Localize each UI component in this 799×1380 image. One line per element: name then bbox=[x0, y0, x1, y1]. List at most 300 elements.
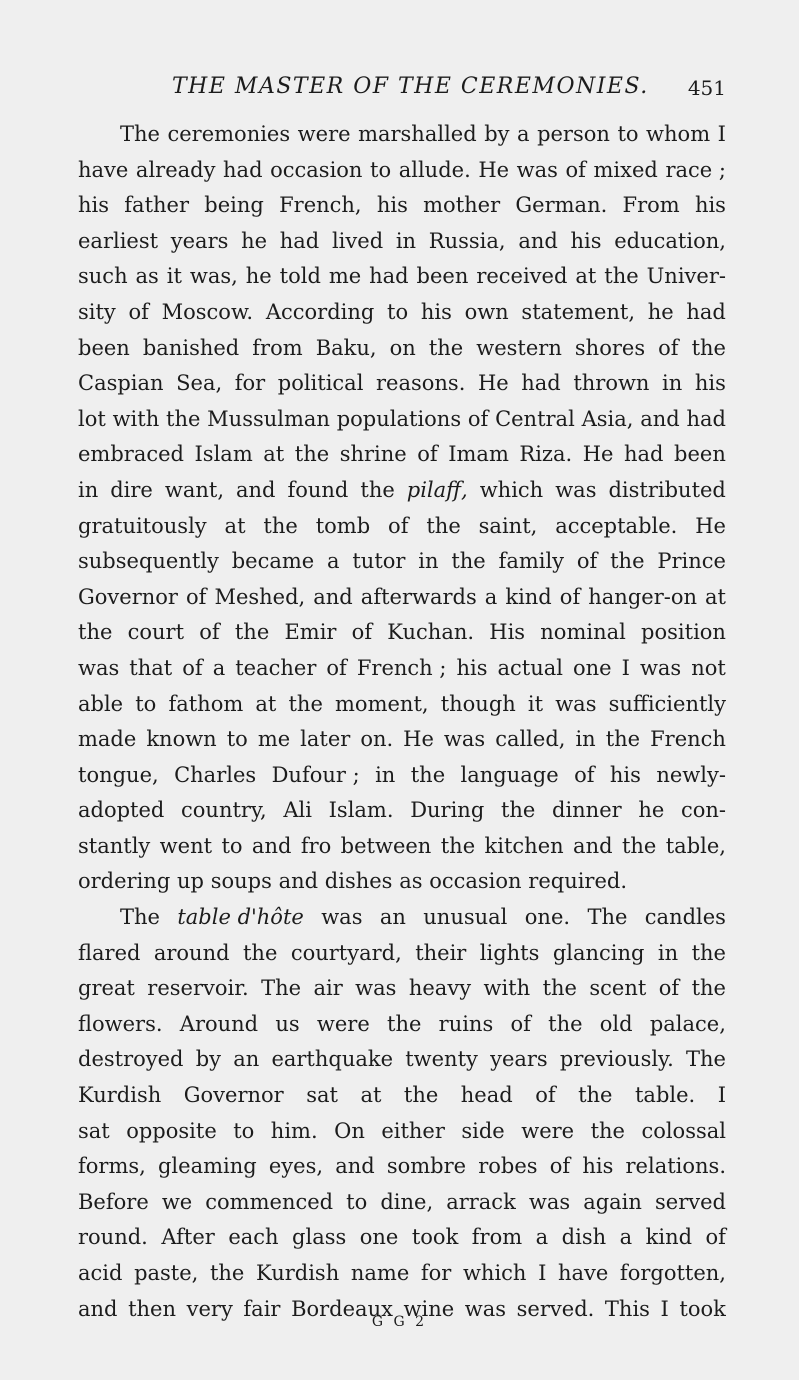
word: whom bbox=[646, 122, 711, 146]
word: kind bbox=[645, 1225, 693, 1250]
word: an bbox=[379, 905, 406, 930]
word: flared bbox=[78, 940, 141, 965]
word: was bbox=[464, 1296, 507, 1321]
word: in bbox=[418, 549, 439, 574]
word: in bbox=[395, 228, 417, 253]
word: Kuchan. bbox=[387, 620, 475, 645]
word: were bbox=[521, 1118, 575, 1143]
word: earthquake bbox=[271, 1047, 394, 1072]
word: his bbox=[376, 193, 408, 218]
word: to bbox=[387, 299, 409, 324]
text-line bbox=[78, 793, 726, 829]
word: reasons. bbox=[375, 371, 466, 396]
word: of bbox=[128, 299, 149, 324]
word: received bbox=[476, 264, 568, 289]
word: his bbox=[694, 193, 726, 218]
word: glass bbox=[292, 1225, 347, 1250]
word: and bbox=[278, 869, 319, 894]
word: occasion bbox=[429, 869, 522, 894]
word: served bbox=[655, 1189, 726, 1214]
word: of bbox=[574, 762, 595, 787]
text-line bbox=[78, 544, 726, 580]
word: were bbox=[316, 1011, 370, 1036]
text-line bbox=[78, 402, 726, 438]
word: Baku, bbox=[315, 335, 377, 360]
word: sombre bbox=[386, 1154, 467, 1179]
word: Governor bbox=[78, 584, 178, 609]
word: Before bbox=[78, 1189, 149, 1214]
text-line bbox=[78, 580, 726, 616]
text-line bbox=[78, 971, 726, 1007]
word: told bbox=[279, 264, 321, 289]
word: scent bbox=[589, 976, 647, 1001]
word: it bbox=[527, 691, 544, 716]
word: ruins bbox=[438, 1011, 494, 1036]
word: in bbox=[575, 727, 596, 752]
word: around bbox=[153, 940, 230, 965]
word: was bbox=[78, 655, 120, 680]
word: shrine bbox=[339, 442, 407, 467]
word: father bbox=[124, 193, 190, 218]
word: been bbox=[78, 335, 130, 360]
word: forgotten, bbox=[619, 1261, 726, 1285]
word: on. bbox=[360, 727, 394, 752]
word: marshalled bbox=[358, 122, 477, 146]
word: the bbox=[621, 833, 657, 858]
word: saint, bbox=[478, 513, 538, 538]
word: for bbox=[234, 371, 266, 396]
word: flowers. bbox=[78, 1011, 163, 1036]
word: German. bbox=[515, 193, 608, 218]
word: family bbox=[498, 549, 565, 574]
word: that bbox=[129, 655, 173, 680]
word: found bbox=[287, 477, 349, 502]
word: such bbox=[78, 264, 128, 289]
word: by bbox=[484, 122, 510, 146]
word: his bbox=[694, 371, 726, 396]
word: I bbox=[717, 1083, 726, 1108]
word: been bbox=[416, 264, 469, 289]
word: education, bbox=[614, 228, 726, 253]
signature-mark: G G 2 bbox=[371, 1314, 428, 1330]
word: Governor bbox=[183, 1083, 284, 1108]
word: each bbox=[228, 1225, 279, 1250]
word: the bbox=[78, 620, 113, 645]
word: The bbox=[587, 905, 628, 930]
word: called, bbox=[495, 727, 566, 752]
word: which bbox=[462, 1261, 527, 1285]
word: the bbox=[500, 798, 536, 823]
word: a bbox=[484, 584, 498, 609]
word: sat bbox=[78, 1118, 110, 1143]
word: of bbox=[351, 620, 373, 645]
word: the bbox=[403, 1083, 439, 1108]
word: Dufour ; bbox=[271, 762, 360, 787]
word: ordering bbox=[78, 869, 171, 894]
word: which bbox=[479, 477, 544, 502]
word: in bbox=[662, 371, 683, 396]
word: a bbox=[517, 122, 530, 146]
word: occasion bbox=[270, 157, 363, 182]
word: went bbox=[159, 833, 213, 858]
word: though bbox=[440, 691, 516, 716]
word: distributed bbox=[608, 477, 726, 502]
word: with bbox=[483, 976, 531, 1001]
word: of bbox=[182, 655, 203, 680]
word: his bbox=[456, 655, 488, 680]
word: soups bbox=[210, 869, 272, 894]
word: for bbox=[420, 1261, 452, 1285]
word: the bbox=[166, 406, 201, 431]
word: he bbox=[638, 798, 665, 823]
word: took bbox=[679, 1296, 726, 1321]
word: to bbox=[221, 833, 243, 858]
word: of bbox=[199, 620, 220, 645]
word: the bbox=[451, 549, 486, 574]
word: the bbox=[360, 477, 395, 502]
word: had bbox=[686, 299, 726, 324]
word: at bbox=[263, 442, 285, 467]
word: position bbox=[641, 620, 726, 645]
word: pilaff, bbox=[406, 477, 468, 502]
word: was bbox=[555, 477, 597, 502]
word: as bbox=[135, 264, 159, 289]
word: I bbox=[538, 1261, 547, 1285]
word: the bbox=[234, 620, 270, 645]
word: of bbox=[658, 335, 679, 360]
word: later bbox=[300, 727, 351, 752]
word: Sea, bbox=[176, 371, 223, 396]
word: to bbox=[135, 691, 157, 716]
word: up bbox=[177, 869, 204, 894]
word: already bbox=[135, 157, 216, 182]
word: of bbox=[535, 1083, 556, 1108]
text-line bbox=[78, 829, 726, 865]
word: unusual bbox=[423, 905, 508, 930]
word: either bbox=[381, 1118, 445, 1143]
word: Mussulman bbox=[207, 406, 330, 431]
word: forms, bbox=[78, 1154, 146, 1179]
word: had bbox=[521, 371, 561, 396]
word: with bbox=[112, 406, 160, 431]
word: and bbox=[235, 477, 276, 502]
text-line bbox=[78, 509, 726, 545]
word: table d'hôte bbox=[177, 905, 304, 930]
page-number: 451 bbox=[687, 76, 726, 100]
text-line bbox=[78, 1185, 726, 1221]
text-line bbox=[78, 1149, 726, 1185]
word: dine, bbox=[380, 1189, 434, 1214]
word: of bbox=[549, 1154, 571, 1179]
word: From bbox=[622, 193, 680, 218]
word: was bbox=[355, 976, 397, 1001]
word: Around bbox=[179, 1011, 259, 1036]
word: a bbox=[327, 549, 340, 574]
word: between bbox=[340, 833, 432, 858]
word: The bbox=[120, 905, 160, 930]
word: of bbox=[467, 406, 489, 431]
word: thrown bbox=[573, 371, 650, 396]
word: one bbox=[573, 655, 612, 680]
word: banished bbox=[142, 335, 240, 360]
word: of bbox=[658, 976, 680, 1001]
word: to bbox=[346, 1189, 368, 1214]
word: his bbox=[609, 762, 641, 787]
word: language bbox=[460, 762, 559, 787]
text-line bbox=[78, 615, 726, 651]
word: earliest bbox=[78, 228, 159, 253]
word: one. bbox=[524, 905, 571, 930]
word: sufficiently bbox=[608, 691, 726, 716]
word: and bbox=[573, 833, 613, 858]
word: table. bbox=[634, 1083, 696, 1108]
word: table, bbox=[665, 833, 726, 858]
word: Charles bbox=[174, 762, 257, 787]
word: According bbox=[265, 299, 375, 324]
word: round. bbox=[78, 1225, 148, 1250]
word: mother bbox=[423, 193, 501, 218]
word: years bbox=[490, 1047, 548, 1072]
word: required. bbox=[528, 869, 628, 894]
word: at bbox=[575, 264, 597, 289]
word: had bbox=[624, 442, 664, 467]
word: on bbox=[389, 335, 416, 360]
word: took bbox=[411, 1225, 459, 1250]
word: great bbox=[78, 976, 135, 1001]
text-line bbox=[78, 936, 726, 972]
word: commenced bbox=[205, 1189, 334, 1214]
word: had bbox=[369, 264, 409, 289]
word: being bbox=[204, 193, 264, 218]
word: newly- bbox=[656, 762, 726, 787]
word: Ali bbox=[283, 798, 312, 823]
word: became bbox=[231, 549, 315, 574]
word: from bbox=[471, 1225, 523, 1250]
word: embraced bbox=[78, 442, 184, 467]
word: French ; bbox=[356, 655, 447, 680]
word: acid bbox=[78, 1261, 123, 1285]
word: The bbox=[261, 976, 302, 1001]
word: dinner bbox=[552, 798, 622, 823]
text-line bbox=[78, 1078, 726, 1114]
word: country, bbox=[181, 798, 267, 823]
word: moment, bbox=[335, 691, 429, 716]
word: This bbox=[604, 1296, 650, 1321]
word: western bbox=[476, 335, 562, 360]
word: teacher bbox=[235, 655, 317, 680]
word: actual bbox=[497, 655, 563, 680]
word: able bbox=[78, 691, 124, 716]
word: the bbox=[440, 833, 476, 858]
word: very bbox=[186, 1296, 233, 1321]
text-line bbox=[78, 1220, 726, 1256]
word: glancing bbox=[552, 940, 645, 965]
text-line bbox=[78, 188, 726, 224]
word: palace, bbox=[649, 1011, 726, 1036]
word: want, bbox=[164, 477, 224, 502]
word: the bbox=[691, 976, 726, 1001]
word: dishes bbox=[324, 869, 393, 894]
text-line bbox=[78, 1114, 726, 1150]
word: political bbox=[277, 371, 364, 396]
word: of bbox=[705, 1225, 726, 1250]
text-line bbox=[78, 366, 726, 402]
text-line bbox=[78, 224, 726, 260]
word: lived bbox=[331, 228, 384, 253]
word: sity bbox=[78, 299, 116, 324]
word: had bbox=[686, 406, 726, 431]
word: Bordeaux bbox=[291, 1296, 393, 1321]
word: opposite bbox=[126, 1118, 217, 1143]
word: robes bbox=[478, 1154, 538, 1179]
word: destroyed bbox=[78, 1047, 184, 1072]
word: the bbox=[548, 1011, 583, 1036]
word: had bbox=[223, 157, 263, 182]
word: of bbox=[326, 655, 347, 680]
word: lot bbox=[78, 406, 106, 431]
word: from bbox=[252, 335, 303, 360]
text-line bbox=[78, 437, 726, 473]
word: Islam bbox=[194, 442, 253, 467]
word: fro bbox=[300, 833, 332, 858]
word: was bbox=[443, 727, 486, 752]
word: as bbox=[399, 869, 423, 894]
word: was bbox=[528, 1189, 571, 1214]
word: afterwards bbox=[360, 584, 477, 609]
word: his bbox=[570, 228, 602, 253]
word: to bbox=[370, 157, 392, 182]
word: again bbox=[583, 1189, 642, 1214]
word: at bbox=[224, 513, 246, 538]
word: dire bbox=[110, 477, 153, 502]
word: a bbox=[535, 1225, 549, 1250]
word: of bbox=[388, 513, 409, 538]
word: hanger-on bbox=[588, 584, 697, 609]
word: of bbox=[576, 549, 598, 574]
word: During bbox=[410, 798, 485, 823]
word: Central bbox=[495, 406, 575, 431]
word: courtyard, bbox=[290, 940, 402, 965]
word: air bbox=[313, 976, 343, 1001]
word: the bbox=[691, 940, 726, 965]
word: stantly bbox=[78, 833, 151, 858]
word: old bbox=[599, 1011, 633, 1036]
word: Caspian bbox=[78, 371, 164, 396]
text-line bbox=[78, 1042, 726, 1078]
word: lights bbox=[479, 940, 540, 965]
word: in bbox=[78, 477, 99, 502]
word: twenty bbox=[405, 1047, 478, 1072]
word: me bbox=[257, 727, 291, 752]
word: Kurdish bbox=[78, 1083, 162, 1108]
word: candles bbox=[644, 905, 726, 930]
word: colossal bbox=[641, 1118, 726, 1143]
text-line bbox=[78, 153, 726, 189]
word: his bbox=[582, 1154, 614, 1179]
word: tomb bbox=[315, 513, 371, 538]
word: His bbox=[489, 620, 526, 645]
word: reservoir. bbox=[147, 976, 249, 1001]
word: he bbox=[647, 299, 674, 324]
word: own bbox=[464, 299, 509, 324]
word: The bbox=[686, 1047, 726, 1072]
word: Islam. bbox=[328, 798, 394, 823]
word: then bbox=[128, 1296, 177, 1321]
word: kitchen bbox=[484, 833, 564, 858]
word: have bbox=[557, 1261, 609, 1285]
word: at bbox=[360, 1083, 382, 1108]
word: years bbox=[170, 228, 229, 253]
word: was bbox=[321, 905, 363, 930]
word: not bbox=[691, 655, 726, 680]
word: one bbox=[359, 1225, 399, 1250]
word: made bbox=[78, 727, 137, 752]
word: head bbox=[460, 1083, 513, 1108]
word: wine bbox=[403, 1296, 455, 1321]
text-line bbox=[78, 259, 726, 295]
word: by bbox=[195, 1047, 222, 1072]
word: heavy bbox=[408, 976, 472, 1001]
word: Meshed, bbox=[214, 584, 306, 609]
body-text bbox=[78, 117, 726, 1327]
word: gratuitously bbox=[78, 513, 207, 538]
word: and bbox=[335, 1154, 375, 1179]
word: have bbox=[78, 157, 129, 182]
word: the bbox=[387, 1011, 422, 1036]
word: fair bbox=[243, 1296, 281, 1321]
word: tutor bbox=[352, 549, 406, 574]
text-line bbox=[78, 1007, 726, 1043]
word: He bbox=[403, 727, 434, 752]
word: name bbox=[350, 1261, 410, 1285]
word: nominal bbox=[540, 620, 626, 645]
word: the bbox=[691, 335, 726, 360]
word: served. bbox=[516, 1296, 595, 1321]
word: the bbox=[410, 762, 446, 787]
word: his bbox=[420, 299, 452, 324]
word: had bbox=[279, 228, 320, 253]
word: Asia, bbox=[581, 406, 634, 431]
word: of bbox=[510, 1011, 531, 1036]
word: He bbox=[477, 371, 509, 396]
text-line bbox=[78, 864, 726, 900]
word: and bbox=[78, 1296, 118, 1321]
word: their bbox=[415, 940, 467, 965]
word: the bbox=[590, 1118, 625, 1143]
text-line bbox=[78, 900, 726, 936]
word: con- bbox=[680, 798, 726, 823]
word: and bbox=[518, 228, 558, 253]
word: Riza. bbox=[519, 442, 573, 467]
word: kind bbox=[505, 584, 552, 609]
word: subsequently bbox=[78, 549, 219, 574]
word: the bbox=[426, 513, 461, 538]
word: relations. bbox=[625, 1154, 726, 1179]
text-line bbox=[78, 331, 726, 367]
word: gleaming bbox=[157, 1154, 257, 1179]
word: me bbox=[328, 264, 362, 289]
word: him. bbox=[270, 1118, 318, 1143]
word: been bbox=[674, 442, 726, 467]
text-line bbox=[78, 117, 726, 153]
word: I bbox=[717, 122, 726, 146]
word: in bbox=[375, 762, 396, 787]
word: eyes, bbox=[268, 1154, 324, 1179]
word: allude. bbox=[398, 157, 471, 182]
text-line bbox=[78, 722, 726, 758]
word: the bbox=[263, 513, 298, 538]
word: Moscow. bbox=[161, 299, 254, 324]
